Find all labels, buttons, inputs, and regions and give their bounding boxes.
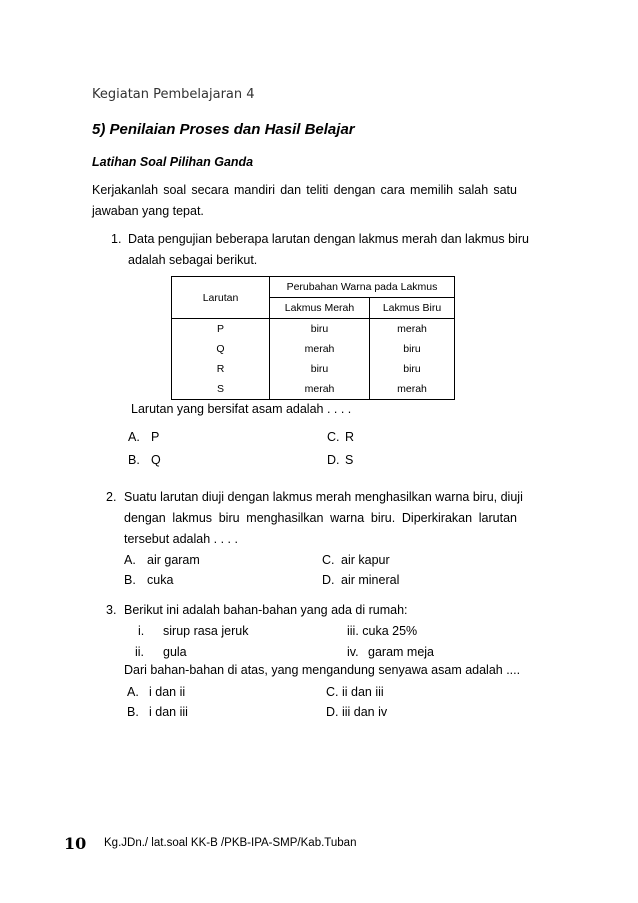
q1-option-b-letter: B. [128,453,140,467]
table-row [172,359,455,379]
q1-number: 1. [111,232,122,246]
q3-item-iv-num: iv. [347,645,359,659]
footer-text: Kg.JDn./ lat.soal KK-B /PKB-IPA-SMP/Kab.Tuban [104,837,357,849]
q1-option-d: S [345,453,354,467]
q3-option-b-letter: B. [127,705,139,719]
q2-text-line-2: dengan lakmus biru menghasilkan warna biru. Diperkirakan larutan [124,511,517,525]
q2-option-a: air garam [147,553,200,567]
q3-number: 3. [106,603,117,617]
q2-option-a-letter: A. [124,553,136,567]
table-cell-larutan: Q [172,339,270,359]
q3-option-d: D. iii dan iv [326,705,388,719]
q3-text-line-1: Berikut ini adalah bahan-bahan yang ada di rumah: [124,603,408,617]
table-cell-blue: biru [370,359,455,379]
q3-item-ii: gula [163,645,187,659]
q2-number: 2. [106,490,117,504]
q2-option-d: air mineral [341,573,400,587]
table-row [172,339,455,359]
table-header-larutan: Larutan [172,277,270,319]
instruction-line-1: Kerjakanlah soal secara mandiri dan teliti dengan cara memilih salah satu [92,183,517,197]
q3-item-iv: garam meja [368,645,434,659]
q3-option-c: C. ii dan iii [326,685,384,699]
q2-option-b-letter: B. [124,573,136,587]
q2-text-line-1: Suatu larutan diuji dengan lakmus merah menghasilkan warna biru, diuji [124,490,523,504]
table-cell-larutan: S [172,379,270,400]
table-header-lakmus-merah: Lakmus Merah [270,298,370,319]
instruction-line-2: jawaban yang tepat. [92,204,204,218]
q1-option-c: R [345,430,355,444]
table-cell-blue: merah [370,379,455,400]
table-header-lakmus-biru: Lakmus Biru [370,298,455,319]
table-row [172,379,455,400]
table-cell-blue: merah [370,319,455,340]
q1-option-c-letter: C. [327,430,340,444]
table-cell-larutan: R [172,359,270,379]
q1-option-a: P [151,430,160,444]
q1-text-line-1: Data pengujian beberapa larutan dengan lakmus merah dan lakmus biru [128,232,529,246]
q2-option-d-letter: D. [322,573,335,587]
q2-option-c: air kapur [341,553,390,567]
section-title: 5) Penilaian Proses dan Hasil Belajar [92,121,355,138]
table-header-group: Perubahan Warna pada Lakmus [270,277,455,298]
table-cell-red: biru [270,319,370,340]
q1-text-line-2: adalah sebagai berikut. [128,253,258,267]
q3-item-i: sirup rasa jeruk [163,624,249,638]
q2-text-line-3: tersebut adalah . . . . [124,532,238,546]
q1-data-table [171,276,455,400]
q3-question: Dari bahan-bahan di atas, yang mengandung senyawa asam adalah .... [124,663,521,677]
q1-question: Larutan yang bersifat asam adalah . . . . [131,402,352,416]
table-cell-red: merah [270,379,370,400]
table-cell-blue: biru [370,339,455,359]
q2-option-b: cuka [147,573,174,587]
q3-option-a-letter: A. [127,685,139,699]
section-subtitle: Latihan Soal Pilihan Ganda [92,155,254,169]
q3-option-a: i dan ii [149,685,186,699]
q1-option-d-letter: D. [327,453,340,467]
q2-option-c-letter: C. [322,553,335,567]
running-header: Kegiatan Pembelajaran 4 [92,87,255,102]
table-row [172,319,455,340]
q3-item-iii: iii. cuka 25% [347,624,418,638]
q1-option-a-letter: A. [128,430,140,444]
q3-option-b: i dan iii [149,705,188,719]
table-cell-larutan: P [172,319,270,340]
q3-item-ii-num: ii. [135,645,145,659]
q3-item-i-num: i. [138,624,145,638]
table-cell-red: biru [270,359,370,379]
table-cell-red: merah [270,339,370,359]
page-number: 10 [64,834,87,853]
q1-option-b: Q [151,453,161,467]
